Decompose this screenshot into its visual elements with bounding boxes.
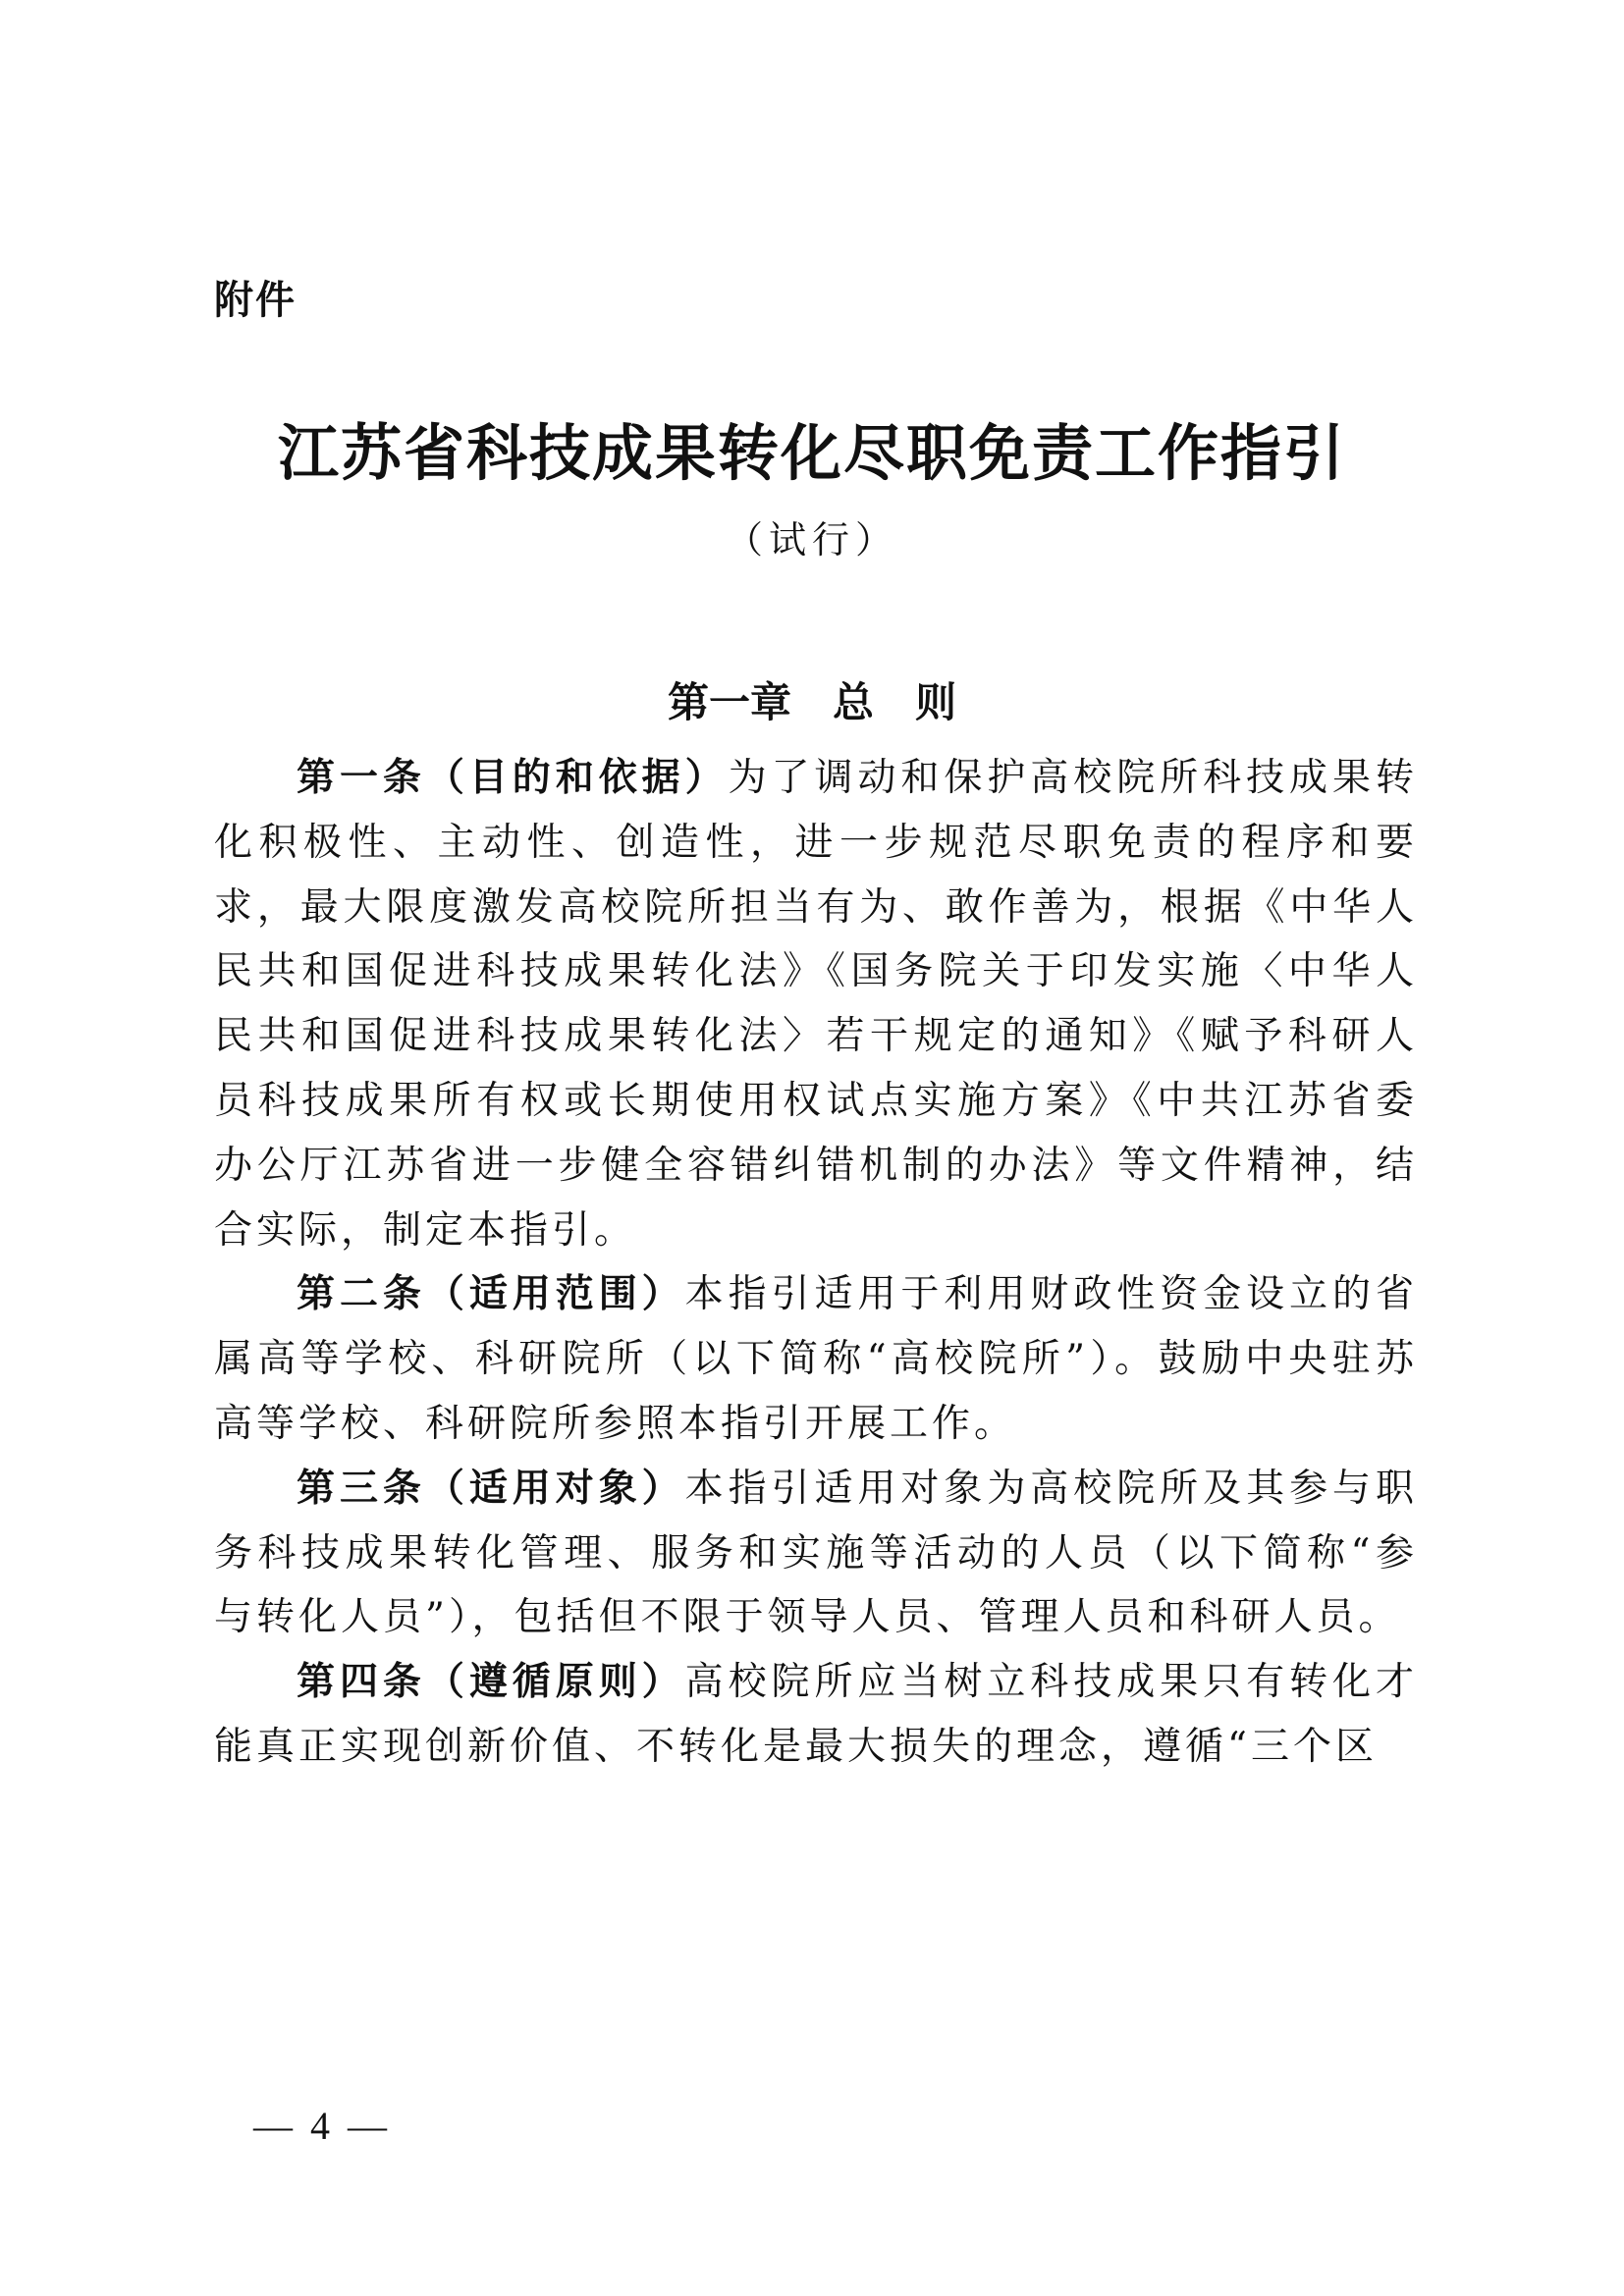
page-number: — 4 — [253, 2104, 391, 2148]
article-heading: 第二条（适用范围） [297, 1272, 685, 1317]
article-heading: 第三条（适用对象） [297, 1466, 685, 1511]
chapter-heading: 第一章 总 则 [667, 678, 956, 726]
document-subtitle: （试行） [725, 518, 898, 561]
attachment-label: 附件 [214, 278, 297, 323]
article-heading: 第四条（遵循原则） [297, 1660, 685, 1705]
article-1 [214, 746, 1418, 1262]
article-3 [214, 1457, 1418, 1650]
article-heading: 第一条（目的和依据） [297, 756, 729, 800]
article-2 [214, 1262, 1418, 1456]
article-text: 本指引适用对象为高校院所及其参与职务科技成果转化管理、服务和实施等活动的人员（以下简称“参与转化人员”），包括但不限于领导人员、管理人员和科研人员。 [214, 1466, 1418, 1640]
article-text: 为了调动和保护高校院所科技成果转化积极性、主动性、创造性，进一步规范尽职免责的程序和要求，最大限度激发高校院所担当有为、敢作善为，根据《中华人民共和国促进科技成果转化法》《国务院关于印发实施〈中华人民共和国促进科技成果转化法〉若干规定的通知》《赋予科研人员科技成果所有权或长期使用权试点实施方案》《中共江苏省委办公厅江苏省进一步健全容错纠错机制的办法》等文件精神，结合实际，制定本指引。 [214, 756, 1418, 1253]
article-text: 本指引适用于利用财政性资金设立的省属高等学校、科研院所（以下简称“高校院所”）。鼓励中央驻苏高等学校、科研院所参照本指引开展工作。 [214, 1272, 1418, 1446]
article-text: 高校院所应当树立科技成果只有转化才能真正实现创新价值、不转化是最大损失的理念，遵循“三个区 [214, 1660, 1418, 1769]
document-body [214, 746, 1418, 1780]
document-title: 江苏省科技成果转化尽职免责工作指引 [277, 417, 1346, 489]
article-4 [214, 1650, 1418, 1780]
